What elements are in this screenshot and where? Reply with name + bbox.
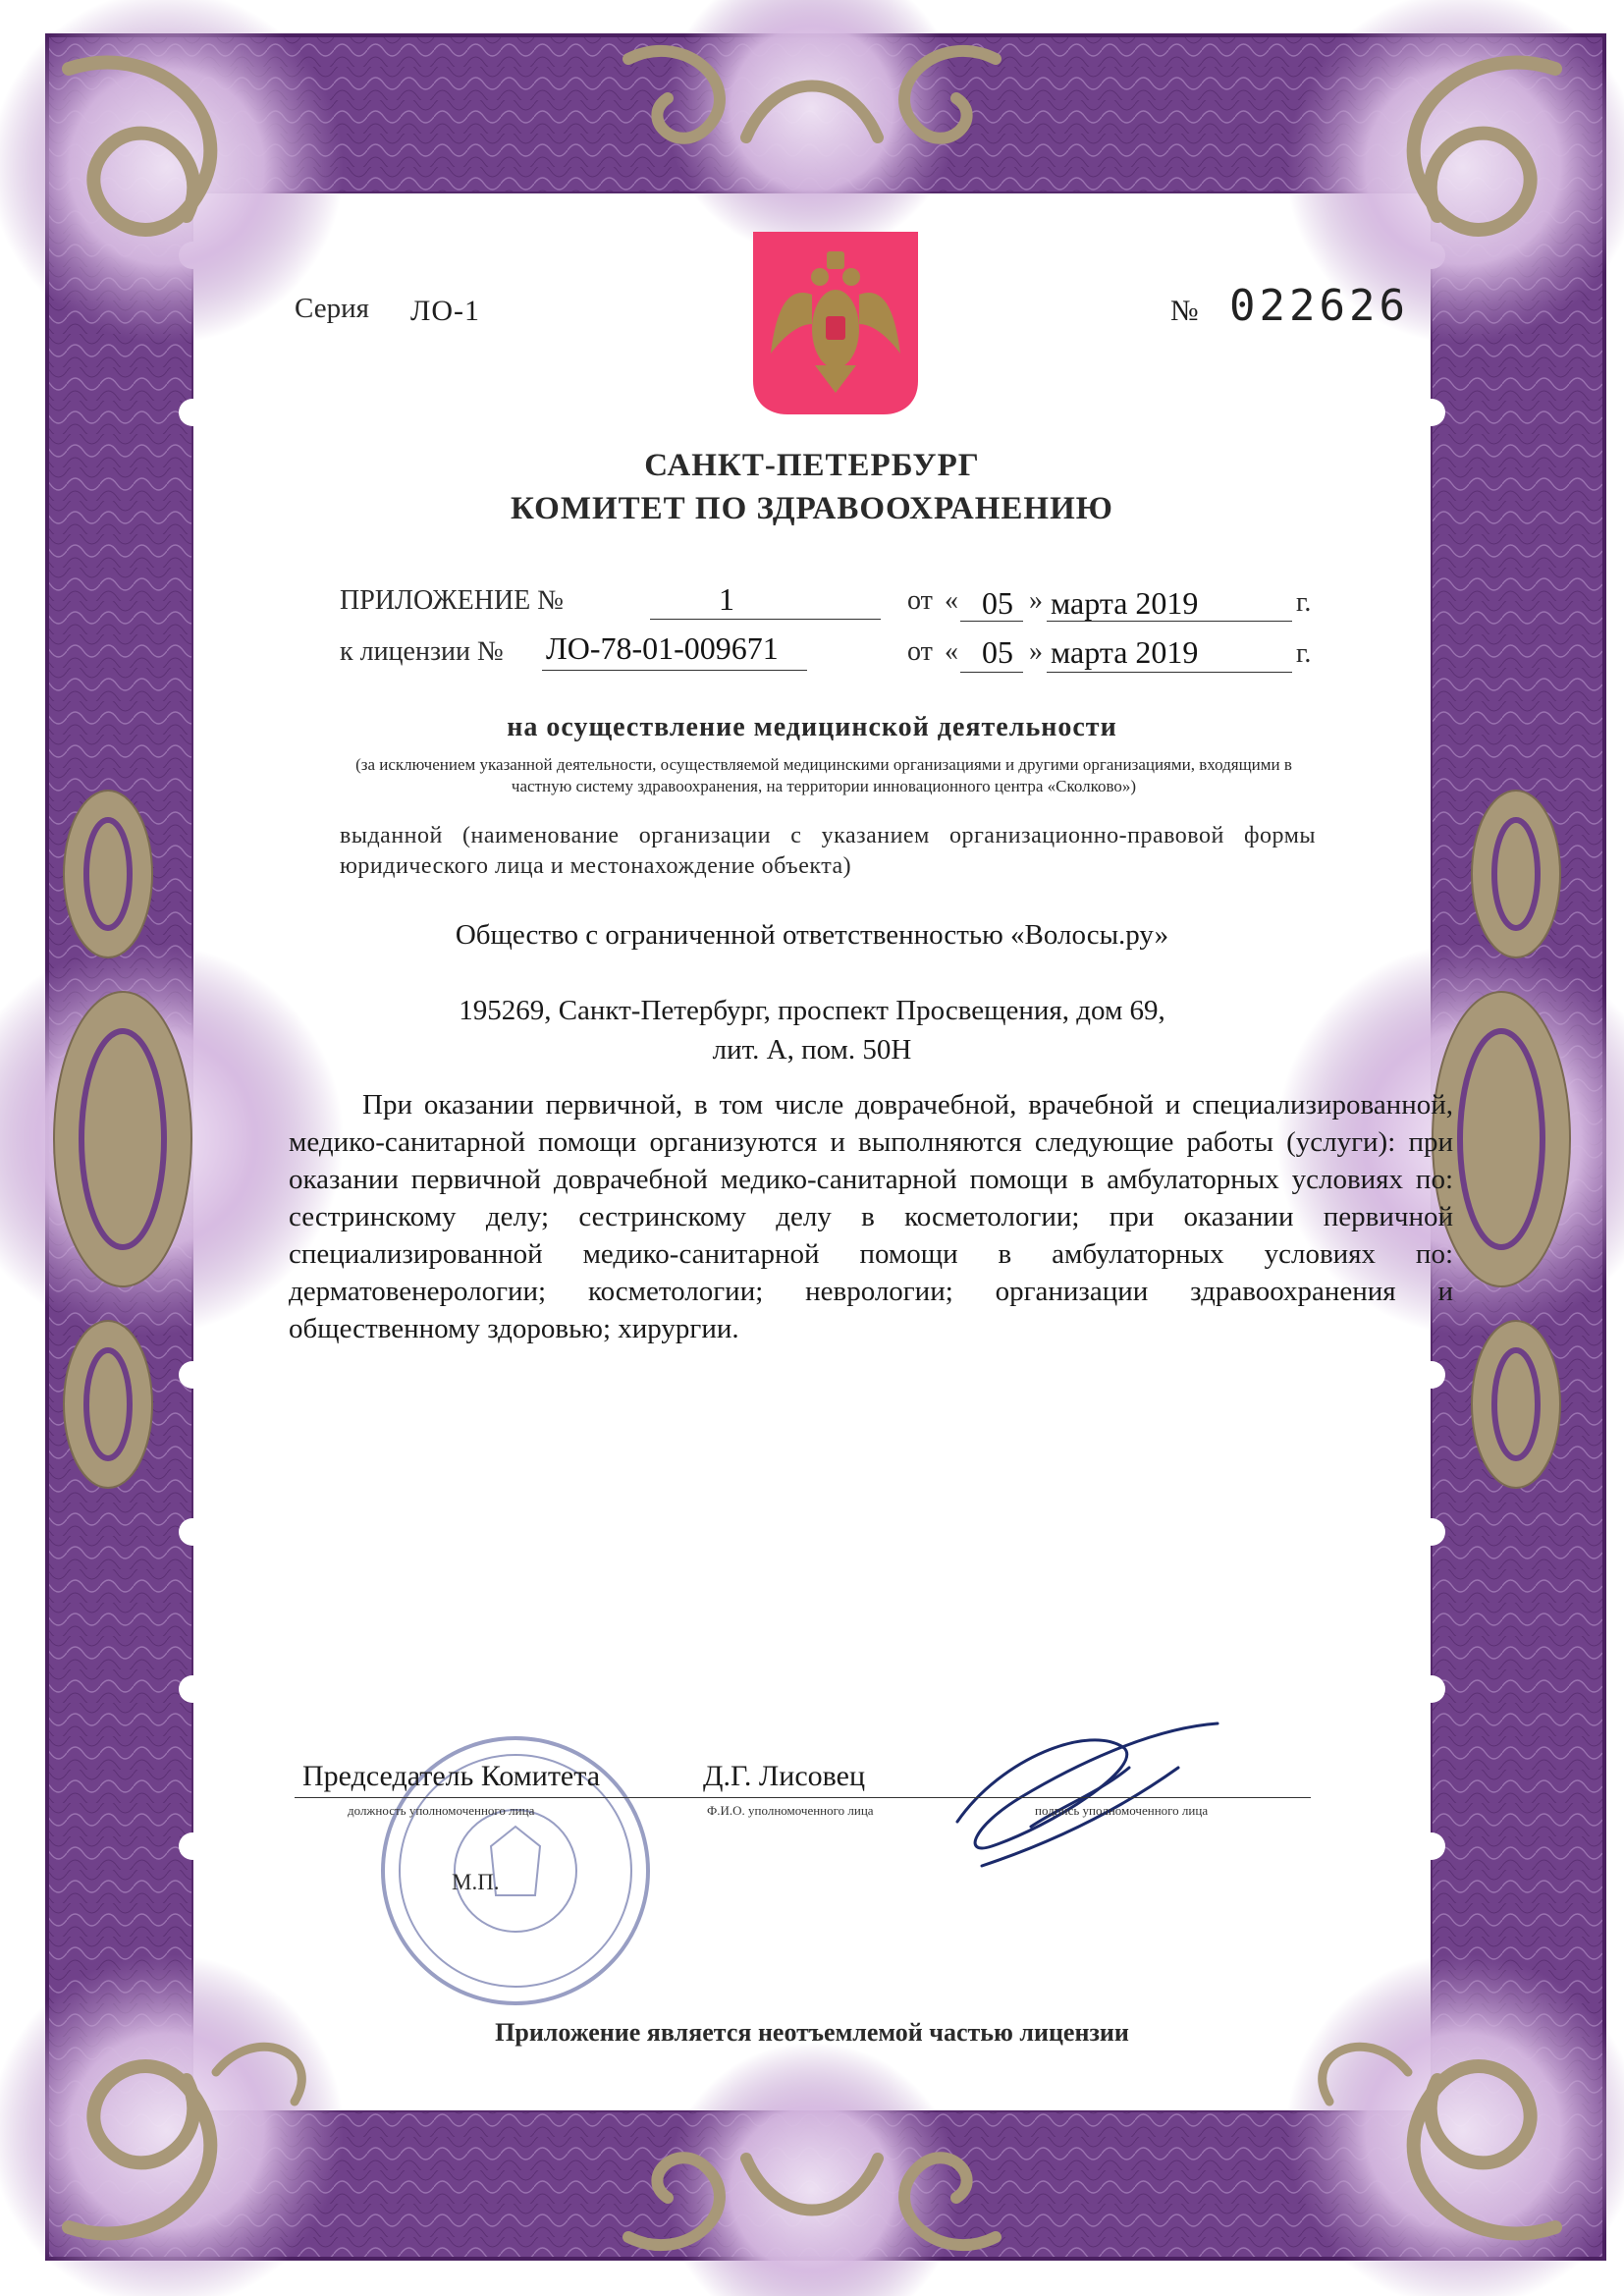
- city-heading: САНКТ-ПЕТЕРБУРГ: [644, 448, 980, 483]
- issued-to-label: выданной (наименование организации с указанием организационно-правовой формы юридического лица и местонахождение объекта): [340, 823, 1316, 879]
- license-label: к лицензии №: [340, 636, 504, 667]
- handwritten-signature: [957, 1723, 1218, 1866]
- license-number-line: [542, 670, 807, 671]
- footer-note: Приложение является неотъемлемой частью лицензии: [495, 2018, 1129, 2047]
- appendix-month-line: [1047, 621, 1292, 622]
- activity-title: на осуществление медицинской деятельности: [507, 712, 1117, 742]
- appendix-number-line: [650, 619, 881, 620]
- activity-note: (за исключением указанной деятельности, осуществляемой медицинскими организациями и другими организациями, входящими в частную систему здравоохранения, на территории инновационного центра «Сколково»): [355, 755, 1292, 795]
- series-label: Серия: [295, 293, 369, 324]
- committee-heading: КОМИТЕТ ПО ЗДРАВООХРАНЕНИЮ: [511, 491, 1113, 526]
- signature-caption: подпись уполномоченного лица: [1035, 1803, 1209, 1818]
- series-value: ЛО-1: [410, 295, 481, 327]
- appendix-day-line: [960, 621, 1023, 622]
- appendix-day: 05: [982, 585, 1013, 621]
- license-close-quote: »: [1029, 636, 1043, 667]
- organization-address-line1: 195269, Санкт-Петербург, проспект Просвещения, дом 69,: [459, 995, 1165, 1026]
- signature-line: [295, 1797, 1311, 1798]
- license-open-quote: «: [945, 636, 958, 667]
- organization-address-line2: лит. А, пом. 50Н: [712, 1034, 912, 1066]
- organization-name: Общество с ограниченной ответственностью «Волосы.ру»: [455, 919, 1169, 951]
- signatory-name: Д.Г. Лисовец: [703, 1760, 865, 1792]
- coat-of-arms-emblem: [753, 232, 918, 414]
- appendix-year-suffix: г.: [1296, 587, 1312, 618]
- name-caption: Ф.И.О. уполномоченного лица: [707, 1803, 874, 1818]
- license-day-line: [960, 672, 1023, 673]
- seal-place-label: М.П.: [452, 1870, 500, 1894]
- appendix-number: 1: [719, 581, 734, 617]
- form-number: 022626: [1229, 281, 1409, 331]
- signatory-position: Председатель Комитета: [302, 1760, 601, 1792]
- appendix-from-label: от: [907, 585, 933, 616]
- appendix-label: ПРИЛОЖЕНИЕ №: [340, 585, 564, 616]
- license-number: ЛО-78-01-009671: [546, 630, 779, 666]
- appendix-open-quote: «: [945, 585, 958, 616]
- license-month-line: [1047, 672, 1292, 673]
- appendix-month-year: марта 2019: [1051, 585, 1199, 621]
- appendix-close-quote: »: [1029, 585, 1043, 616]
- license-day: 05: [982, 634, 1013, 670]
- license-year-suffix: г.: [1296, 638, 1312, 669]
- services-text: При оказании первичной, в том числе доврачебной, врачебной и специализированной, медико-санитарной помощи организуются и выполняются следующие работы (услуги): при оказании первичной доврачебной медико-санитарной помощи в амбулаторных условиях по: сестринскому делу; сестринскому делу в косметологии; при оказании первичной специализированной медико-санитарной помощи в амбулаторных условиях по: дерматовенерологии; косметологии; неврологии; организации здравоохранения и общественному здоровью; хирургии.: [289, 1089, 1453, 1344]
- position-caption: должность уполномоченного лица: [348, 1803, 535, 1818]
- number-sign: №: [1170, 295, 1199, 327]
- license-month-year: марта 2019: [1051, 634, 1199, 670]
- license-from-label: от: [907, 636, 933, 667]
